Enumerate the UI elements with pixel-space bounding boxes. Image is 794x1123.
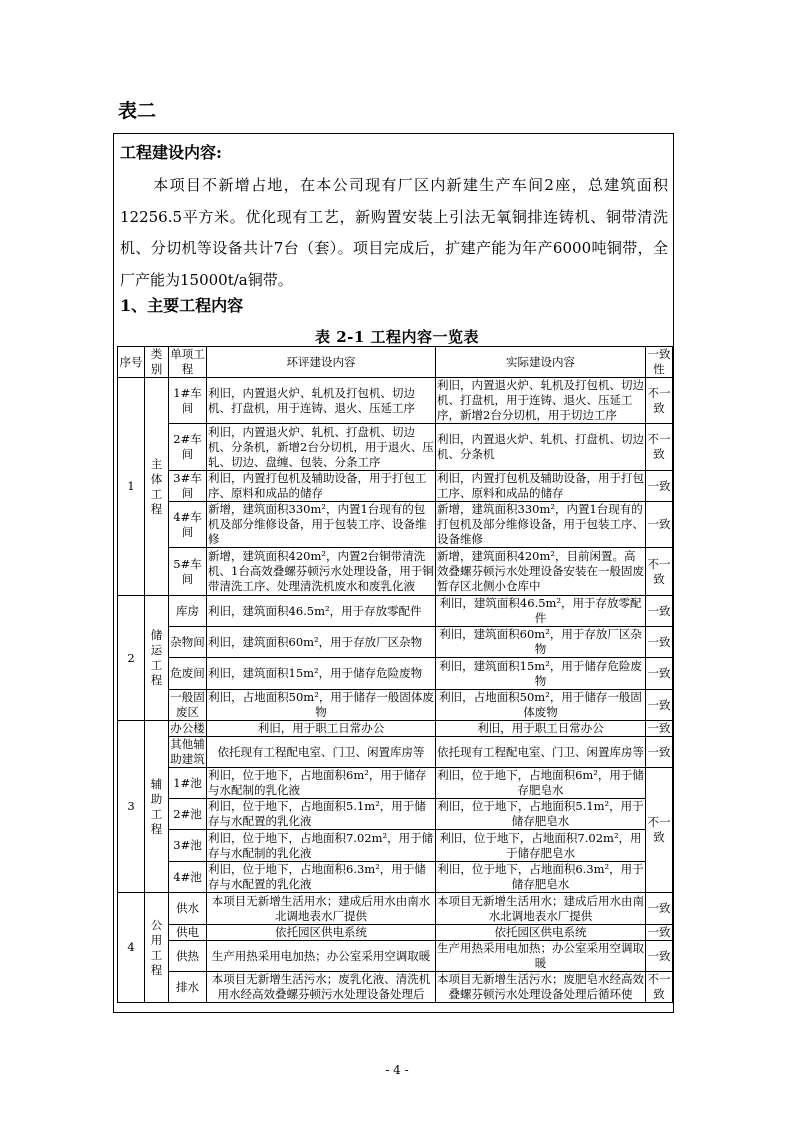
consistency-cell: 一致 — [646, 941, 673, 972]
table-row — [118, 737, 673, 768]
table-row — [118, 972, 673, 1003]
section-title: 工程建设内容: — [120, 143, 222, 162]
eia-cell: 利旧，建筑面积60m²，用于存放厂区杂物 — [207, 627, 436, 658]
actual-cell: 新增，建筑面积330m²，内置1台现有的打包机及部分维修设备，用于包装工序、设备维修 — [437, 502, 644, 546]
item-cell: 办公楼 — [170, 721, 205, 735]
eia-cell: 利旧，内置打包机及辅助设备，用于打包工序、原料和成品的储存 — [207, 471, 436, 502]
group-category: 主体工程 — [145, 378, 169, 596]
eia-cell: 利旧，内置退火炉、轧机及打包机、切边机、打盘机，用于连铸、退火、压延工序 — [207, 378, 436, 424]
consistency-cell: 一致 — [646, 658, 673, 690]
eia-cell: 本项目无新增生活污水；废乳化液、清洗机用水经高效叠螺芬顿污水处理设备处理后 — [207, 972, 436, 1003]
header-consistency: 一致性 — [647, 347, 671, 376]
item-cell: 排水 — [169, 972, 207, 1003]
eia-cell: 新增，建筑面积420m²，内置2台铜带清洗机、1台高效叠螺芬顿污水处理设备，用于铜带清洗工序、处理清洗机废水和废乳化液 — [207, 548, 436, 596]
actual-cell: 利旧，用于职工日常办公 — [436, 721, 646, 737]
intro-paragraph — [120, 170, 668, 296]
table-row — [118, 799, 673, 830]
table-row — [118, 548, 673, 596]
consistency-cell: 不一致 — [646, 548, 673, 596]
consistency-cell: 一致 — [646, 690, 673, 721]
intro-text: 本项目不新增占地，在本公司现有厂区内新建生产车间2座，总建筑面积12256.5平方米。优化现有工艺，新购置安装上引法无氧铜排连铸机、铜带清洗机、分切机等设备共计7台（套）。项目完成后，扩建产能为年产6000吨铜带，全厂产能为15000t/a铜带。 — [120, 176, 668, 289]
actual-cell: 利旧，位于地下，占地面积6.3m²，用于储存肥皂水 — [437, 862, 644, 891]
consistency-cell: 不一致 — [646, 768, 673, 893]
item-cell: 3#车间 — [169, 471, 207, 502]
item-cell: 其他辅助建筑 — [170, 737, 205, 766]
actual-cell: 利旧，位于地下，占地面积7.02m²，用于储存肥皂水 — [436, 830, 646, 862]
group-no: 4 — [118, 893, 145, 1003]
consistency-cell: 不一致 — [646, 378, 673, 424]
eia-cell: 依托园区供电系统 — [207, 925, 436, 941]
group-category: 公用工程 — [145, 893, 169, 1003]
actual-cell: 利旧，占地面积50m²，用于储存一般固体废物 — [436, 690, 646, 721]
table-header-row — [118, 347, 673, 378]
item-cell: 1#车间 — [169, 378, 207, 424]
item-cell: 危废间 — [169, 658, 207, 690]
table-row — [118, 658, 673, 690]
table-row — [118, 925, 673, 941]
table-caption: 表 2-1 工程内容一览表 — [314, 328, 480, 346]
header-no: 序号 — [118, 347, 145, 378]
subsection-title: 1、主要工程内容 — [120, 296, 244, 315]
table-row — [118, 862, 673, 893]
eia-cell: 利旧，建筑面积15m²，用于储存危险废物 — [207, 658, 436, 690]
table-row — [118, 893, 673, 925]
actual-cell: 依托现有工程配电室、门卫、闲置库房等 — [436, 737, 646, 768]
item-cell: 库房 — [169, 596, 207, 627]
group-no: 3 — [118, 721, 145, 893]
table-row — [118, 721, 673, 737]
eia-cell: 利旧，内置退火炉、轧机、打盘机、切边机、分条机，新增2台分切机，用于退火、压轧、切边、盘缠、包装、分条工序 — [208, 424, 434, 469]
actual-cell: 生产用热采用电加热；办公室采用空调取暖 — [437, 941, 644, 970]
consistency-cell: 一致 — [647, 721, 671, 735]
item-cell: 1#池 — [169, 768, 207, 799]
eia-cell: 利旧，位于地下，占地面积7.02m²，用于储存与水配制的乳化液 — [207, 830, 436, 862]
table-row — [118, 424, 673, 471]
header-category: 类别 — [145, 347, 169, 378]
consistency-cell: 不一致 — [647, 972, 671, 1001]
table-row — [118, 830, 673, 862]
page-number: - 4 - — [385, 1063, 409, 1077]
header-item: 单项工程 — [170, 347, 205, 376]
table-row — [118, 502, 673, 548]
actual-cell: 利旧，建筑面积60m²，用于存放厂区杂物 — [436, 627, 646, 658]
table-row — [118, 690, 673, 721]
consistency-cell: 一致 — [647, 925, 671, 939]
item-cell: 供热 — [169, 941, 207, 972]
item-cell: 一般固废区 — [170, 690, 205, 719]
eia-cell: 依托现有工程配电室、门卫、闲置库房等 — [207, 737, 436, 768]
table-row — [118, 941, 673, 972]
consistency-cell: 不一致 — [646, 424, 673, 471]
item-cell: 2#池 — [169, 799, 207, 830]
eia-cell: 新增，建筑面积330m²，内置1台现有的包机及部分维修设备，用于包装工序、设备维修 — [207, 502, 436, 548]
item-cell: 5#车间 — [169, 548, 207, 596]
item-cell: 4#池 — [169, 862, 207, 893]
actual-cell: 利旧，内置打包机及辅助设备，用于打包工序、原料和成品的储存 — [437, 471, 644, 500]
actual-cell: 利旧，建筑面积46.5m²，用于存放零配件 — [436, 596, 646, 627]
eia-cell: 利旧，位于地下，占地面积6.3m²，用于储存与水配置的乳化液 — [207, 862, 436, 893]
eia-cell: 利旧，占地面积50m²，用于储存一般固体废物 — [208, 690, 434, 719]
project-content-table — [117, 346, 673, 1003]
item-cell: 杂物间 — [169, 627, 207, 658]
header-actual-content: 实际建设内容 — [436, 347, 646, 378]
consistency-cell: 一致 — [646, 471, 673, 502]
page-heading: 表二 — [118, 100, 157, 122]
table-row — [118, 627, 673, 658]
item-cell: 4#车间 — [169, 502, 207, 548]
table-row — [118, 596, 673, 627]
eia-cell: 利旧，位于地下，占地面积5.1m²，用于储存与水配置的乳化液 — [207, 799, 436, 830]
group-category: 辅助工程 — [145, 721, 169, 893]
actual-cell: 新增，建筑面积420m²，目前闲置。高效叠螺芬顿污水处理设备安装在一般固废暂存区北侧小仓库中 — [436, 548, 646, 596]
consistency-cell: 一致 — [646, 737, 673, 768]
consistency-cell: 一致 — [646, 502, 673, 548]
actual-cell: 利旧，位于地下，占地面积6m²，用于储存肥皂水 — [437, 768, 644, 797]
table-row — [118, 471, 673, 502]
actual-cell: 利旧，建筑面积15m²，用于储存危险废物 — [436, 658, 646, 690]
item-cell: 2#车间 — [169, 424, 207, 471]
actual-cell: 利旧，内置退火炉、轧机及打包机、切边机、打盘机，用于连铸、退火、压延工序，新增2台分切机，用于切边工序 — [437, 378, 644, 422]
actual-cell: 本项目无新增生活用水；建成后用水由南水北调地表水厂提供 — [437, 893, 644, 923]
table-row — [118, 768, 673, 799]
actual-cell: 利旧，内置退火炉、轧机、打盘机、切边机、分条机 — [436, 424, 646, 471]
eia-cell: 利旧，建筑面积46.5m²，用于存放零配件 — [207, 596, 436, 627]
item-cell: 供电 — [169, 925, 207, 941]
consistency-cell: 一致 — [646, 893, 673, 925]
eia-cell: 利旧，用于职工日常办公 — [207, 721, 436, 737]
header-eia-content: 环评建设内容 — [207, 347, 436, 378]
item-cell: 3#池 — [169, 830, 207, 862]
actual-cell: 依托园区供电系统 — [436, 925, 646, 941]
actual-cell: 本项目无新增生活污水；废肥皂水经高效叠螺芬顿污水处理设备处理后循环使 — [437, 972, 644, 1001]
consistency-cell: 一致 — [646, 627, 673, 658]
eia-cell: 利旧，位于地下，占地面积6m²，用于储存与水配制的乳化液 — [207, 768, 436, 799]
item-cell: 供水 — [169, 893, 207, 925]
eia-cell: 生产用热采用电加热；办公室采用空调取暖 — [207, 941, 436, 972]
table-row — [118, 378, 673, 424]
consistency-cell: 一致 — [646, 596, 673, 627]
group-no: 1 — [118, 378, 145, 596]
group-no: 2 — [118, 596, 145, 721]
actual-cell: 利旧，位于地下，占地面积5.1m²，用于储存肥皂水 — [437, 799, 644, 828]
group-category: 储运工程 — [145, 596, 169, 721]
eia-cell: 本项目无新增生活用水；建成后用水由南水北调地表水厂提供 — [207, 893, 436, 925]
